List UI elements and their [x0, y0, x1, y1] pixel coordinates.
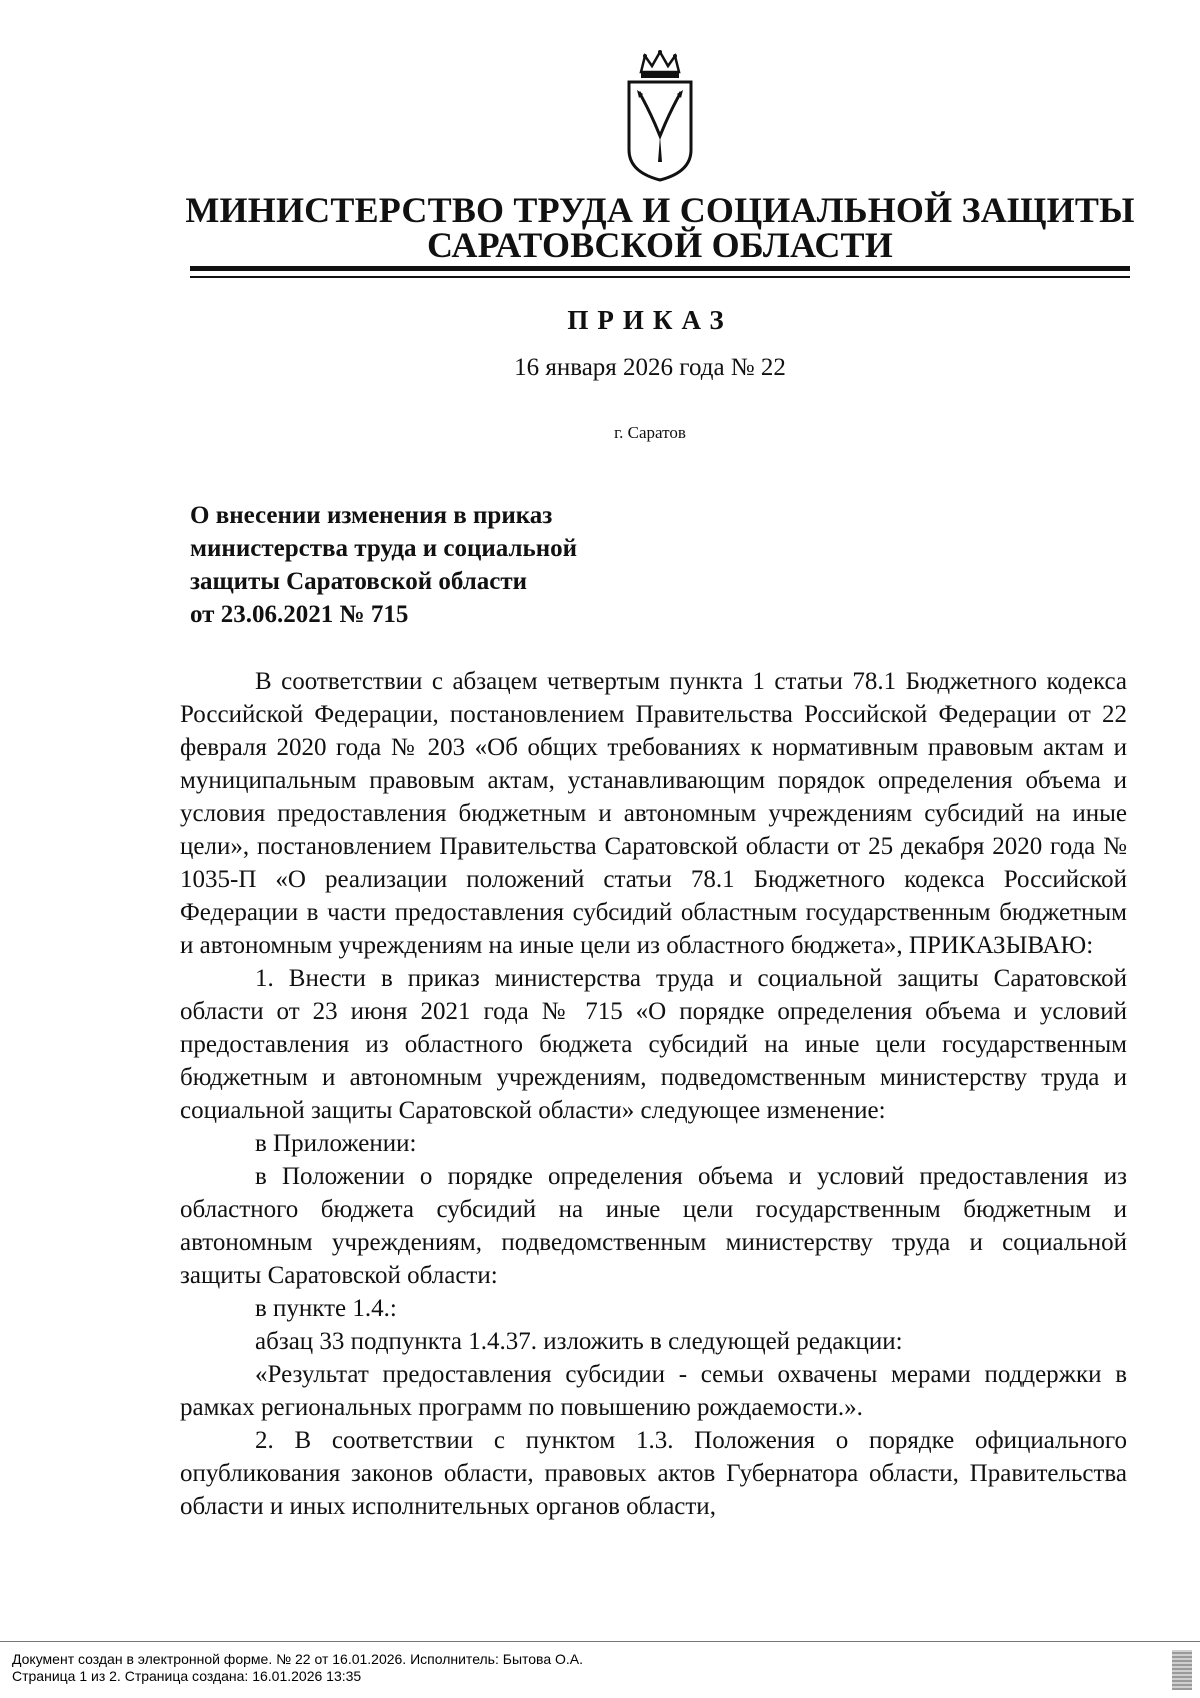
clause-2-paragraph: 2. В соответствии с пунктом 1.3. Положения о порядке официального опубликования законов области, правовых актов Губернатора области, Правительства области и иных исполнительных органов области, [180, 1427, 1127, 1520]
clause-1-new-wording: «Результат предоставления субсидии - семьи охвачены мерами поддержки в рамках региональных программ по повышению рождаемости.». [180, 1361, 1127, 1421]
ministry-name-line2: САРАТОВСКОЙ ОБЛАСТИ [427, 225, 893, 265]
scan-edge-mark [1172, 1650, 1192, 1690]
order-subject [190, 499, 690, 631]
subject-line: О внесении изменения в приказ [190, 502, 553, 529]
order-title: ПРИКАЗ [567, 305, 733, 335]
footer-divider [0, 1641, 1200, 1642]
subject-line: от 23.06.2021 № 715 [190, 601, 409, 628]
header-divider-thick [190, 266, 1130, 271]
saratov-coat-of-arms-icon [625, 50, 695, 182]
clause-1-point: в пункте 1.4.: [255, 1295, 397, 1322]
subject-line: защиты Саратовской области [190, 568, 528, 595]
preamble-paragraph: В соответствии с абзацем четвертым пункта 1 статьи 78.1 Бюджетного кодекса Российской Федерации, постановлением Правительства Российской Федерации от 22 февраля 2020 года № 203 «Об общих требованиях к нормативным правовым актам и муниципальным правовым актам, устанавливающим порядок определения объема и условия предоставления бюджетным и автономным учреждениям субсидий на иные цели», постановлением Правительства Саратовской области от 25 декабря 2020 года № 1035-П «О реализации положений статьи 78.1 Бюджетного кодекса Российской Федерации в части предоставления субсидий областным государственным бюджетным и автономным учреждениям на иные цели из областного бюджета», ПРИКАЗЫВАЮ: [180, 668, 1127, 959]
electronic-document-footer [12, 1651, 583, 1685]
footer-line: Документ создан в электронной форме. № 22 от 16.01.2026. Исполнитель: Бытова О.А. [12, 1651, 584, 1667]
order-body [180, 665, 1127, 1523]
clause-1-appendix: в Приложении: [255, 1130, 417, 1157]
header-divider-thin [190, 276, 1130, 278]
clause-1-regulation: в Положении о порядке определения объема и условий предоставления из областного бюджета субсидий на иные цели государственным бюджетным и автономным учреждениям, подведомственным министерству труда и социальной защиты Саратовской области: [180, 1163, 1127, 1289]
order-date-number: 16 января 2026 года № 22 [514, 354, 786, 381]
subject-line: министерства труда и социальной [190, 535, 578, 562]
ministry-name-line1: МИНИСТЕРСТВО ТРУДА И СОЦИАЛЬНОЙ ЗАЩИТЫ [185, 190, 1135, 230]
footer-line: Страница 1 из 2. Страница создана: 16.01.2026 13:35 [12, 1668, 362, 1684]
clause-1-paragraph: 1. Внести в приказ министерства труда и социальной защиты Саратовской области от 23 июня 2021 года № 715 «О порядке определения объема и условий предоставления из областного бюджета субсидий на иные цели государственным бюджетным и автономным учреждениям, подведомственным министерству труда и социальной защиты Саратовской области» следующее изменение: [180, 965, 1127, 1124]
order-city: г. Саратов [614, 423, 686, 442]
clause-1-subpoint: абзац 33 подпункта 1.4.37. изложить в следующей редакции: [255, 1328, 903, 1355]
